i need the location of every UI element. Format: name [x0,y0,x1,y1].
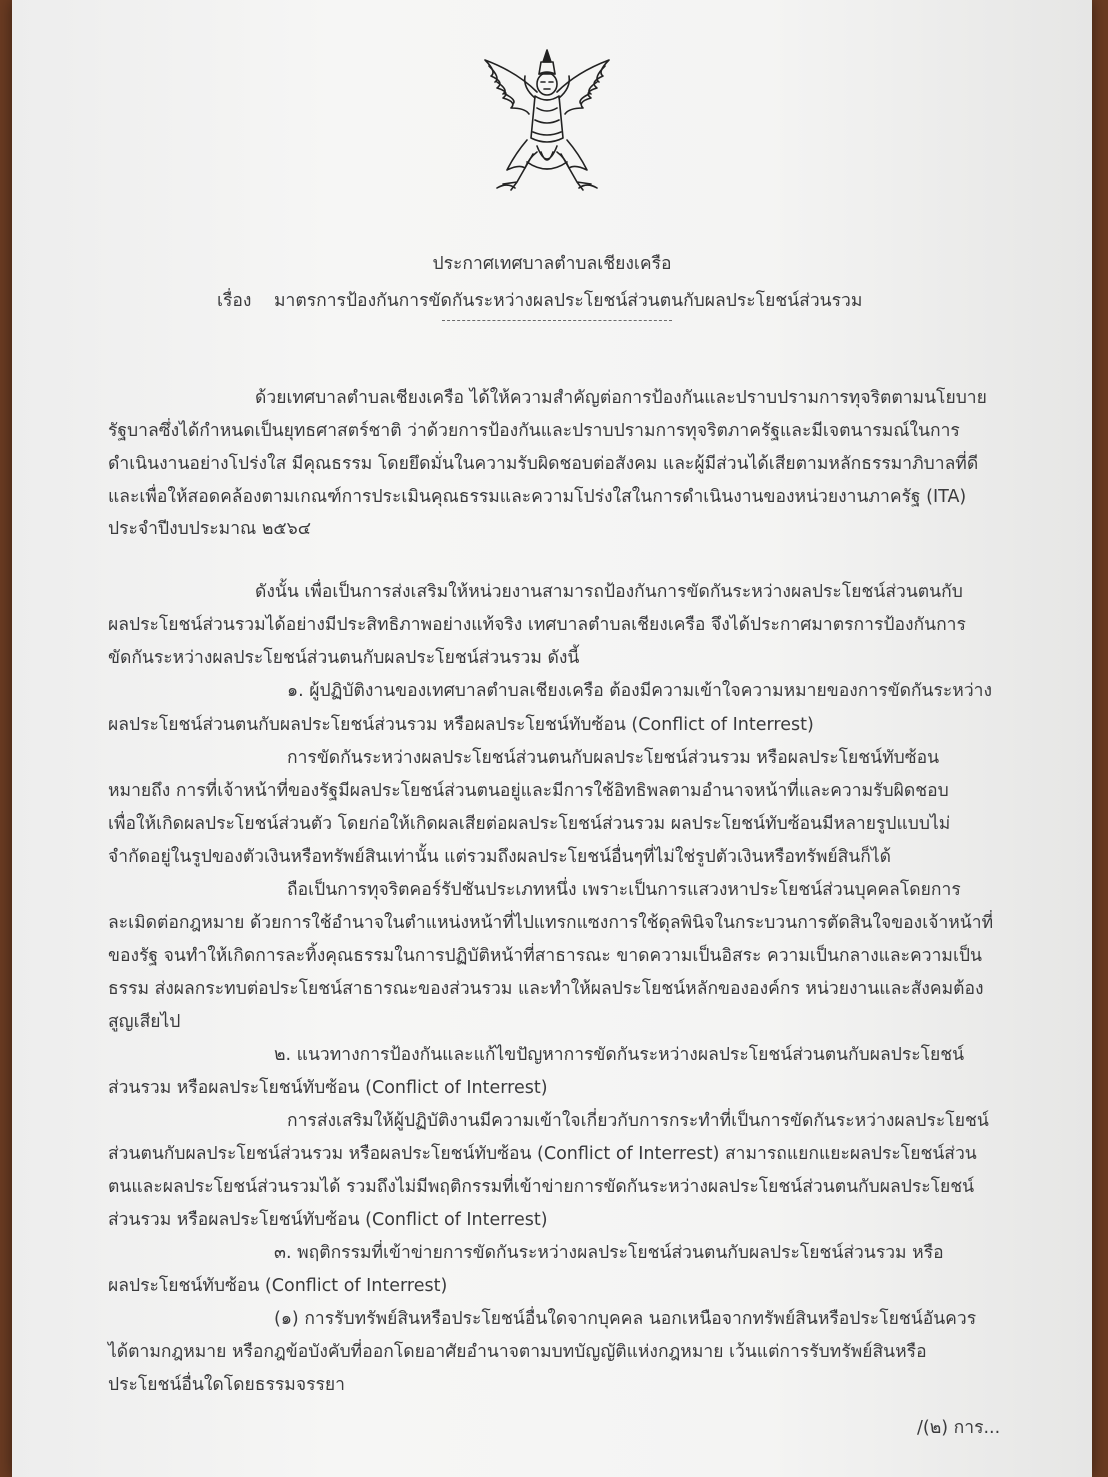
body-line: ส่วนรวม หรือผลประโยชน์ทับซ้อน (Conflict of Interrest) [108,1078,548,1098]
body-line: ได้ตามกฎหมาย หรือกฎข้อบังคับที่ออกโดยอาศัยอำนาจตามบทบัญญัติแห่งกฎหมาย เว้นแต่การรับทรัพย์สินหรือ [108,1342,927,1362]
page-continuation: /(๒) การ... [917,1418,1001,1438]
subject-title: มาตรการป้องกันการขัดกันระหว่างผลประโยชน์ส่วนตนกับผลประโยชน์ส่วนรวม [274,291,863,311]
body-line: การขัดกันระหว่างผลประโยชน์ส่วนตนกับผลประโยชน์ส่วนรวม หรือผลประโยชน์ทับซ้อน [287,748,940,768]
subject-label: เรื่อง [217,291,252,311]
body-line: ๒. แนวทางการป้องกันและแก้ไขปัญหาการขัดกันระหว่างผลประโยชน์ส่วนตนกับผลประโยชน์ [274,1045,965,1065]
body-line: ผลประโยชน์ส่วนตนกับผลประโยชน์ส่วนรวม หรือผลประโยชน์ทับซ้อน (Conflict of Interrest) [108,715,814,735]
body-line: ตนและผลประโยชน์ส่วนรวมได้ รวมถึงไม่มีพฤติกรรมที่เข้าข่ายการขัดกันระหว่างผลประโยชน์ส่วนตนกับผลประโยชน์ [108,1177,975,1197]
body-line: (๑) การรับทรัพย์สินหรือประโยชน์อื่นใดจากบุคคล นอกเหนือจากทรัพย์สินหรือประโยชน์อันควร [274,1309,977,1329]
announcement-issuer: ประกาศเทศบาลตำบลเชียงเครือ [432,254,672,274]
body-line: ธรรม ส่งผลกระทบต่อประโยชน์สาธารณะของส่วนรวม และทำให้ผลประโยชน์หลักขององค์กร หน่วยงานและสังคมต้อง [108,979,984,999]
body-line: ดำเนินงานอย่างโปร่งใส มีคุณธรรม โดยยึดมั่นในความรับผิดชอบต่อสังคม และผู้มีส่วนได้เสียตามหลักธรรมาภิบาลที่ดี [108,454,979,474]
body-line: ด้วยเทศบาลตำบลเชียงเครือ ได้ให้ความสำคัญต่อการป้องกันและปราบปรามการทุจริตตามนโยบาย [255,388,987,408]
body-line: ๑. ผู้ปฏิบัติงานของเทศบาลตำบลเชียงเครือ ต้องมีความเข้าใจความหมายของการขัดกันระหว่าง [287,681,993,701]
body-line: ดังนั้น เพื่อเป็นการส่งเสริมให้หน่วยงานสามารถป้องกันการขัดกันระหว่างผลประโยชน์ส่วนตนกับ [255,582,963,602]
body-line: เพื่อให้เกิดผลประโยชน์ส่วนตัว โดยก่อให้เกิดผลเสียต่อผลประโยชน์ส่วนรวม ผลประโยชน์ทับซ้อนมีหลายรูปแบบไม่ [108,814,951,834]
body-line: สูญเสียไป [108,1012,181,1032]
body-line: ผลประโยชน์ส่วนรวมได้อย่างมีประสิทธิภาพอย่างแท้จริง เทศบาลตำบลเชียงเครือ จึงได้ประกาศมาตรการป้องกันการ [108,615,966,635]
document-page [12,0,1092,1477]
garuda-emblem [467,42,627,202]
body-line: ประจำปีงบประมาณ ๒๕๖๔ [108,519,311,539]
body-line: และเพื่อให้สอดคล้องตามเกณฑ์การประเมินคุณธรรมและความโปร่งใสในการดำเนินงานของหน่วยงานภาครัฐ (ITA) [108,487,967,507]
body-line: ละเมิดต่อกฎหมาย ด้วยการใช้อำนาจในตำแหน่งหน้าที่ไปแทรกแซงการใช้ดุลพินิจในกระบวนการตัดสินใจของเจ้าหน้าที่ [108,913,994,933]
body-line: ขัดกันระหว่างผลประโยชน์ส่วนตนกับผลประโยชน์ส่วนรวม ดังนี้ [108,648,580,668]
body-line: ส่วนตนกับผลประโยชน์ส่วนรวม หรือผลประโยชน์ทับซ้อน (Conflict of Interrest) สามารถแยกแยะผลประโยชน์ส่วน [108,1144,977,1164]
body-line: ประโยชน์อื่นใดโดยธรรมจรรยา [108,1375,345,1395]
separator-line [442,320,672,321]
body-line: จำกัดอยู่ในรูปของตัวเงินหรือทรัพย์สินเท่านั้น แต่รวมถึงผลประโยชน์อื่นๆที่ไม่ใช่รูปตัวเงินหรือทรัพย์สินก็ได้ [108,847,892,867]
body-line: หมายถึง การที่เจ้าหน้าที่ของรัฐมีผลประโยชน์ส่วนตนอยู่และมีการใช้อิทธิพลตามอำนาจหน้าที่และความรับผิดชอบ [108,781,949,801]
body-line: ส่วนรวม หรือผลประโยชน์ทับซ้อน (Conflict of Interrest) [108,1210,548,1230]
body-line: ของรัฐ จนทำให้เกิดการละทิ้งคุณธรรมในการปฏิบัติหน้าที่สาธารณะ ขาดความเป็นอิสระ ความเป็นกลางและความเป็น [108,946,983,966]
body-line: การส่งเสริมให้ผู้ปฏิบัติงานมีความเข้าใจเกี่ยวกับการกระทำที่เป็นการขัดกันระหว่างผลประโยชน์ [287,1111,989,1131]
body-line: ถือเป็นการทุจริตคอร์รัปชันประเภทหนึ่ง เพราะเป็นการแสวงหาประโยชน์ส่วนบุคคลโดยการ [287,880,961,900]
body-line: ๓. พฤติกรรมที่เข้าข่ายการขัดกันระหว่างผลประโยชน์ส่วนตนกับผลประโยชน์ส่วนรวม หรือ [274,1243,944,1263]
body-line: รัฐบาลซึ่งได้กำหนดเป็นยุทธศาสตร์ชาติ ว่าด้วยการป้องกันและปราบปรามการทุจริตภาครัฐและมีเจตนารมณ์ในการ [108,421,960,441]
body-line: ผลประโยชน์ทับซ้อน (Conflict of Interrest) [108,1276,448,1296]
